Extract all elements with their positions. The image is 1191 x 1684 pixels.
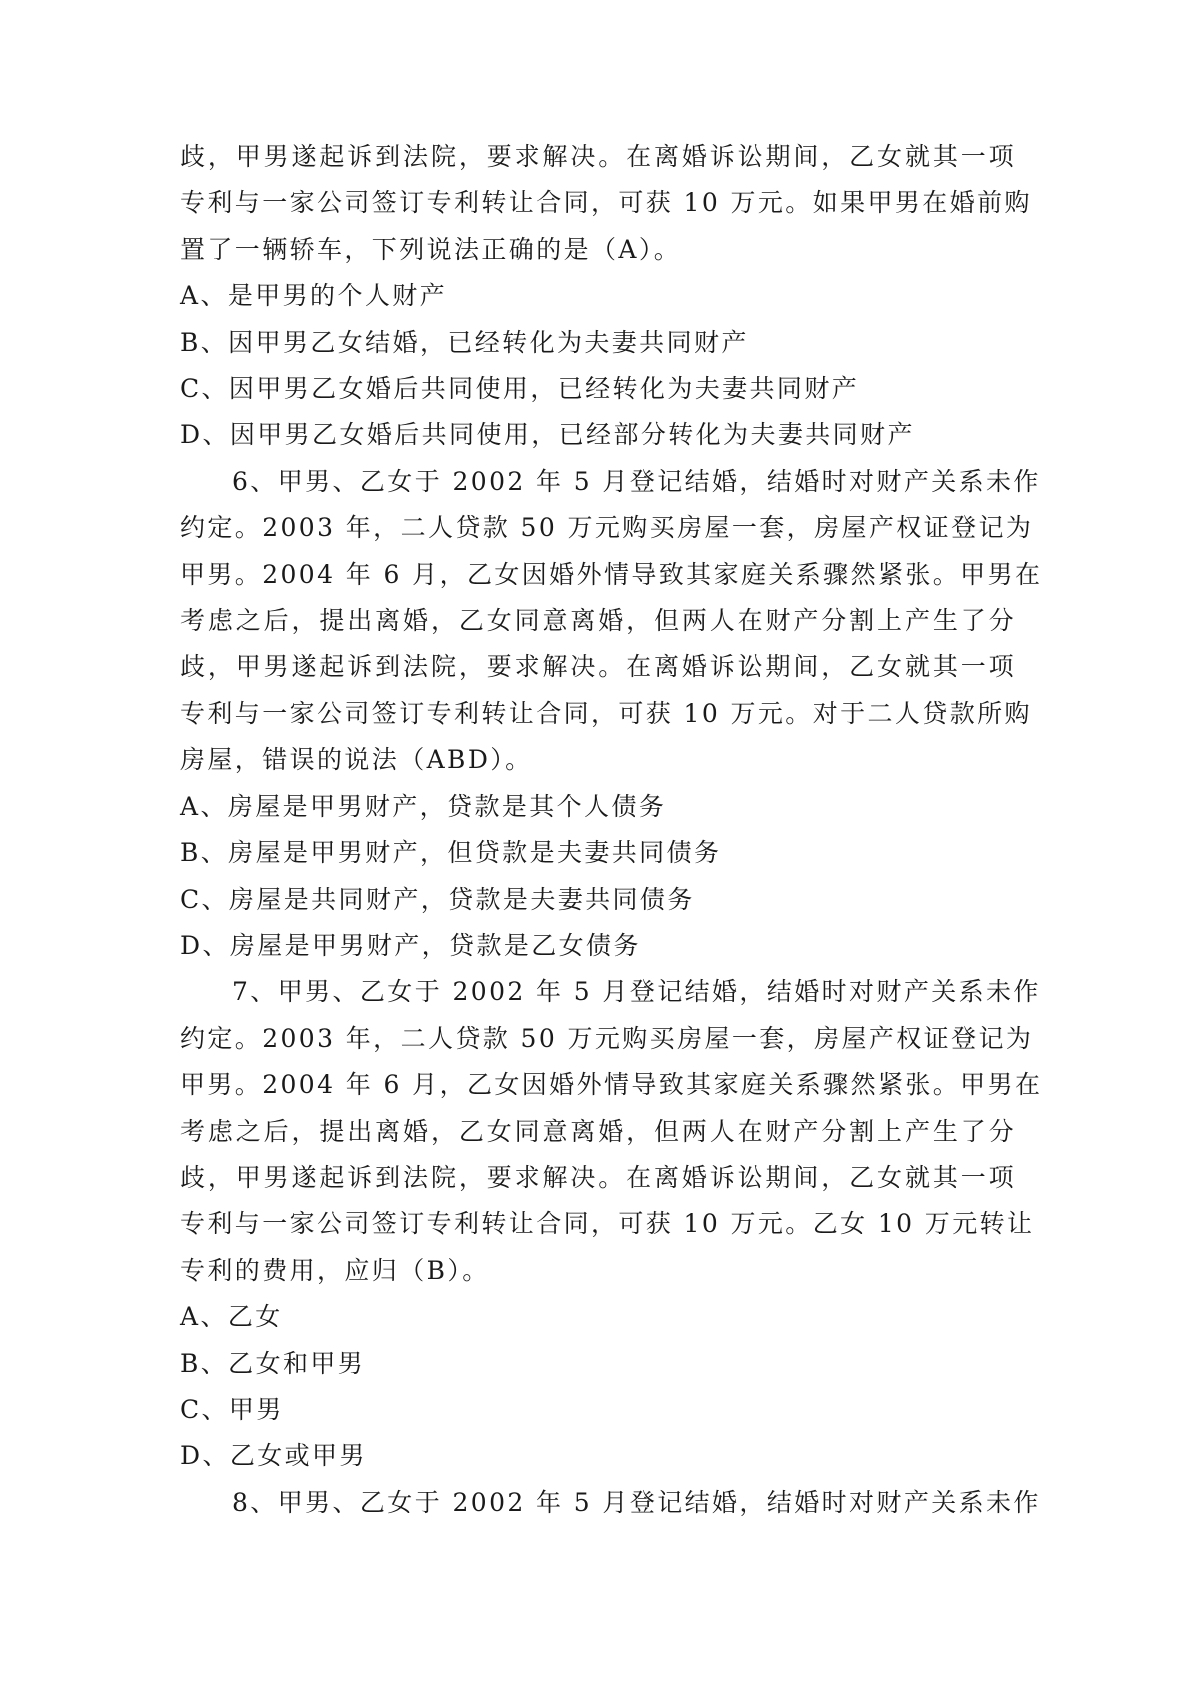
- question-6: [180, 459, 1043, 784]
- text-line: 专利与一家公司签订专利转让合同，可获 10 万元。乙女 10 万元转让: [180, 1209, 1035, 1239]
- question-7-option-a: [180, 1294, 1016, 1340]
- option-text: B、乙女和甲男: [180, 1348, 366, 1378]
- option-text: C、因甲男乙女婚后共同使用，已经转化为夫妻共同财产: [180, 374, 860, 404]
- option-text: B、因甲男乙女结婚，已经转化为夫妻共同财产: [180, 327, 749, 357]
- text-line: 歧，甲男遂起诉到法院，要求解决。在离婚诉讼期间，乙女就其一项: [180, 1162, 1016, 1192]
- text-line: 专利的费用，应归（B）。: [180, 1255, 490, 1285]
- question-6-option-a: [180, 784, 1016, 830]
- text-line: 甲男。2004 年 6 月，乙女因婚外情导致其家庭关系骤然紧张。甲男在: [180, 559, 1043, 589]
- text-line: 房屋，错误的说法（ABD）。: [180, 745, 533, 775]
- text-line: 8、甲男、乙女于 2002 年 5 月登记结婚，结婚时对财产关系未作: [232, 1487, 1041, 1517]
- text-line: 约定。2003 年，二人贷款 50 万元购买房屋一套，房屋产权证登记为: [180, 1023, 1034, 1053]
- question-7: [180, 969, 1043, 1294]
- option-text: D、因甲男乙女婚后共同使用，已经部分转化为夫妻共同财产: [180, 420, 915, 450]
- question-7-option-b: [180, 1341, 1016, 1387]
- text-line: 专利与一家公司签订专利转让合同，可获 10 万元。对于二人贷款所购: [180, 698, 1032, 728]
- text-line: 置了一辆轿车，下列说法正确的是（A）。: [180, 234, 682, 264]
- text-line: 6、甲男、乙女于 2002 年 5 月登记结婚，结婚时对财产关系未作: [232, 466, 1041, 496]
- text-line: 7、甲男、乙女于 2002 年 5 月登记结婚，结婚时对财产关系未作: [232, 977, 1041, 1007]
- question-7-option-d: [180, 1433, 1016, 1479]
- text-line: 专利与一家公司签订专利转让合同，可获 10 万元。如果甲男在婚前购: [180, 188, 1032, 218]
- option-text: A、房屋是甲男财产，贷款是其个人债务: [180, 791, 667, 821]
- text-line: 歧，甲男遂起诉到法院，要求解决。在离婚诉讼期间，乙女就其一项: [180, 652, 1016, 682]
- question-5-option-c: [180, 366, 1016, 412]
- option-text: A、是甲男的个人财产: [180, 281, 448, 311]
- question-6-option-d: [180, 923, 1016, 969]
- option-text: A、乙女: [180, 1302, 283, 1332]
- text-line: 歧，甲男遂起诉到法院，要求解决。在离婚诉讼期间，乙女就其一项: [180, 142, 1016, 171]
- text-line: 考虑之后，提出离婚，乙女同意离婚，但两人在财产分割上产生了分: [180, 606, 1016, 636]
- option-text: D、房屋是甲男财产，贷款是乙女债务: [180, 930, 641, 960]
- option-text: C、甲男: [180, 1394, 284, 1424]
- question-6-option-c: [180, 877, 1016, 923]
- question-5-option-a: [180, 273, 1016, 319]
- question-8: [180, 1480, 1041, 1526]
- text-line: 约定。2003 年，二人贷款 50 万元购买房屋一套，房屋产权证登记为: [180, 513, 1034, 543]
- text-line: 考虑之后，提出离婚，乙女同意离婚，但两人在财产分割上产生了分: [180, 1116, 1016, 1146]
- option-text: D、乙女或甲男: [180, 1441, 367, 1471]
- option-text: B、房屋是甲男财产，但贷款是夫妻共同债务: [180, 838, 722, 868]
- text-line: 甲男。2004 年 6 月，乙女因婚外情导致其家庭关系骤然紧张。甲男在: [180, 1070, 1043, 1100]
- question-7-option-c: [180, 1387, 1016, 1433]
- question-5-option-b: [180, 320, 1016, 366]
- question-5-option-d: [180, 412, 1016, 458]
- question-6-option-b: [180, 830, 1016, 876]
- option-text: C、房屋是共同财产，贷款是夫妻共同债务: [180, 884, 695, 914]
- question-5-continuation: [180, 134, 1032, 273]
- document-body: [180, 134, 1043, 1526]
